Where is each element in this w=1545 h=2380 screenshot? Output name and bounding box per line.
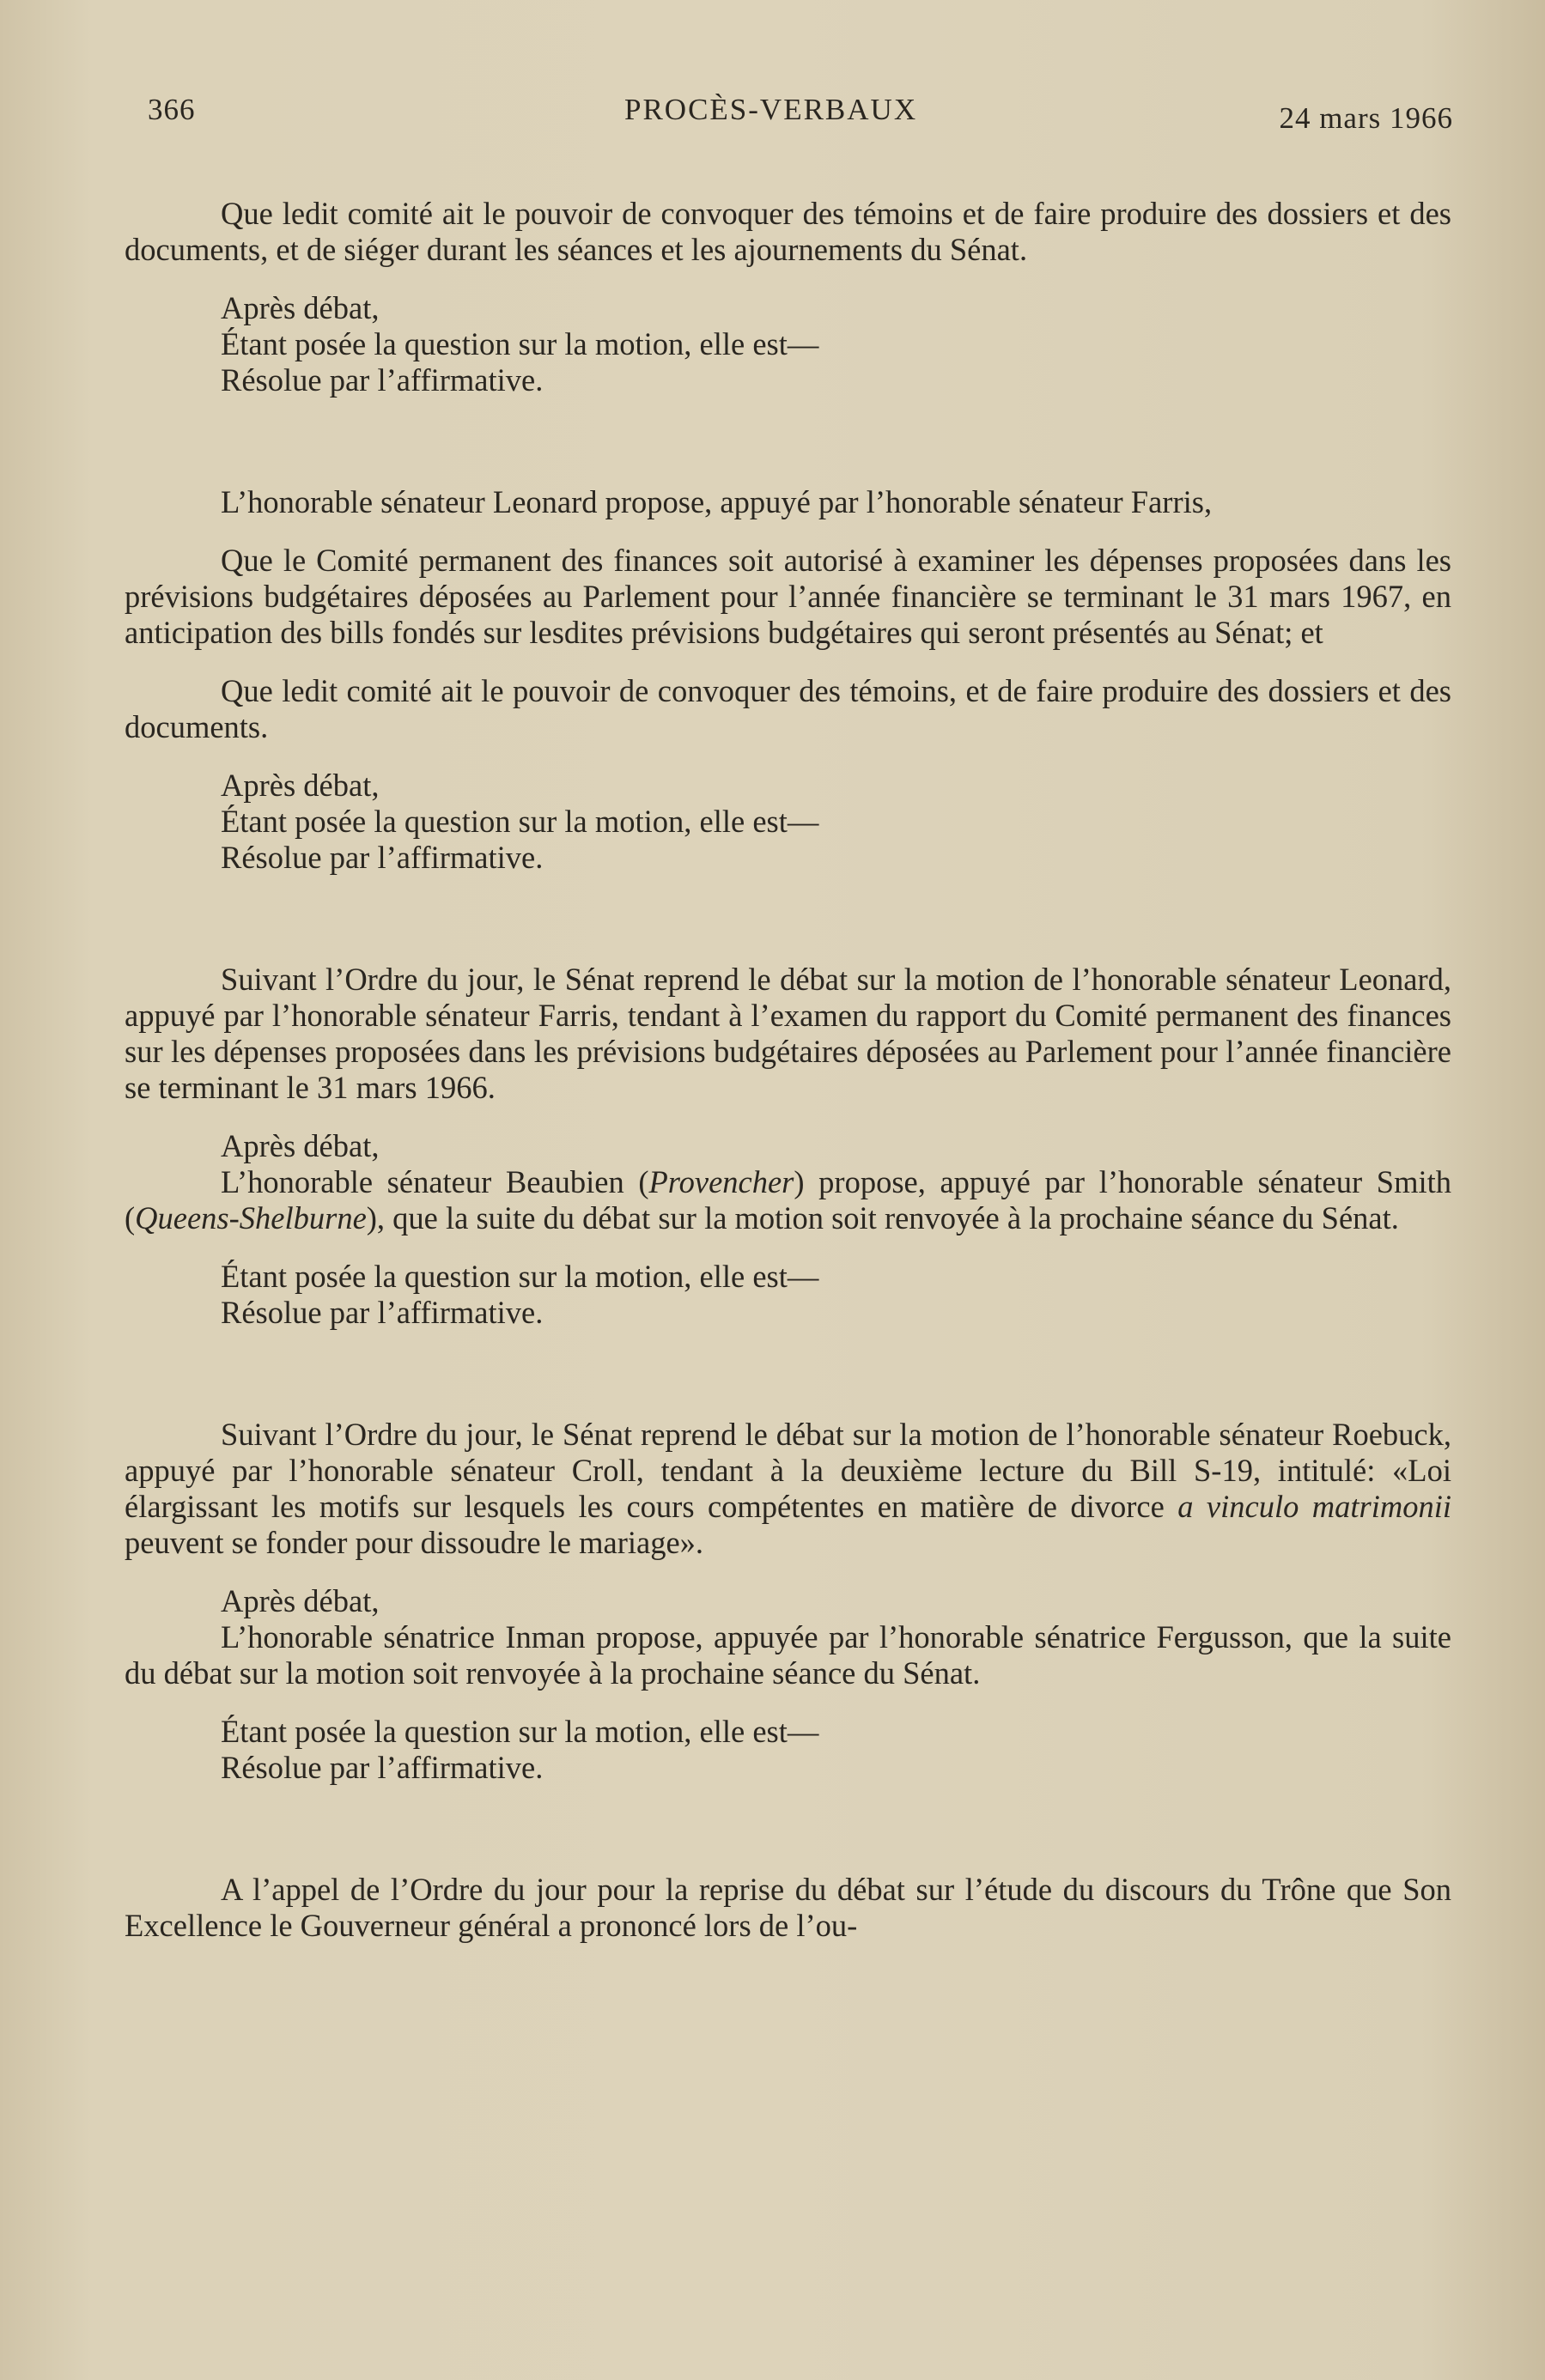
page-header <box>148 93 1453 144</box>
result-line: Résolue par l’affirmative. <box>221 1750 544 1785</box>
question-line: Étant posée la question sur la motion, elle est— <box>221 1714 819 1749</box>
paragraph: L’honorable sénatrice Inman propose, appuyée par l’honorable sénatrice Fergusson, que la suite du débat sur la motion soit renvoyée à la prochaine séance du Sénat. <box>125 1619 1451 1691</box>
debate-line: Après débat, <box>221 768 380 803</box>
paragraph: Suivant l’Ordre du jour, le Sénat reprend le débat sur la motion de l’honorable sénateur Leonard, appuyé par l’honorable sénateur Farris, tendant à l’examen du rapport du Comité permanent des finances sur les dépenses proposées dans les prévisions budgétaires déposées au Parlement pour l’année financière se terminant le 31 mars 1966. <box>125 962 1451 1105</box>
page-number: 366 <box>148 93 196 126</box>
document-body <box>125 196 1451 1944</box>
debate-line: Après débat, <box>221 290 380 325</box>
paragraph: A l’appel de l’Ordre du jour pour la reprise du débat sur l’étude du discours du Trône que Son Excellence le Gouverneur général a prononcé lors de l’ou- <box>125 1872 1451 1943</box>
result-line: Résolue par l’affirmative. <box>221 1295 544 1330</box>
page-date: 24 mars 1966 <box>1279 101 1453 135</box>
paragraph: Suivant l’Ordre du jour, le Sénat reprend le débat sur la motion de l’honorable sénateur Roebuck, appuyé par l’honorable sénateur Croll, tendant à la deuxième lecture du Bill S-19, intitulé: «Loi élargissant les motifs sur lesquels les cours compétentes en matière de divorce a vinculo matrimonii peuvent se fonder pour dissoudre le mariage». <box>125 1417 1451 1560</box>
result-line: Résolue par l’affirmative. <box>221 840 544 875</box>
paragraph: L’honorable sénateur Leonard propose, appuyé par l’honorable sénateur Farris, <box>221 484 1213 519</box>
question-line: Étant posée la question sur la motion, elle est— <box>221 1259 819 1294</box>
page-title: PROCÈS-VERBAUX <box>624 93 918 126</box>
paragraph: Que le Comité permanent des finances soit autorisé à examiner les dépenses proposées dans les prévisions budgétaires déposées au Parlement pour l’année financière se terminant le 31 mars 1967, en anticipation des bills fondés sur lesdites prévisions budgétaires qui seront présentés au Sénat; et <box>125 543 1451 650</box>
paragraph: L’honorable sénateur Beaubien (Provencher) propose, appuyé par l’honorable sénateur Smith (Queens-Shelburne), que la suite du débat sur la motion soit renvoyée à la prochaine séance du Sénat. <box>125 1164 1451 1236</box>
question-line: Étant posée la question sur la motion, elle est— <box>221 804 819 839</box>
debate-line: Après débat, <box>221 1128 380 1163</box>
question-line: Étant posée la question sur la motion, elle est— <box>221 326 819 361</box>
result-line: Résolue par l’affirmative. <box>221 362 544 398</box>
paragraph: Que ledit comité ait le pouvoir de convoquer des témoins et de faire produire des dossiers et des documents, et de siéger durant les séances et les ajournements du Sénat. <box>125 196 1451 267</box>
debate-line: Après débat, <box>221 1583 380 1618</box>
paragraph: Que ledit comité ait le pouvoir de convoquer des témoins, et de faire produire des dossiers et des documents. <box>125 673 1451 744</box>
